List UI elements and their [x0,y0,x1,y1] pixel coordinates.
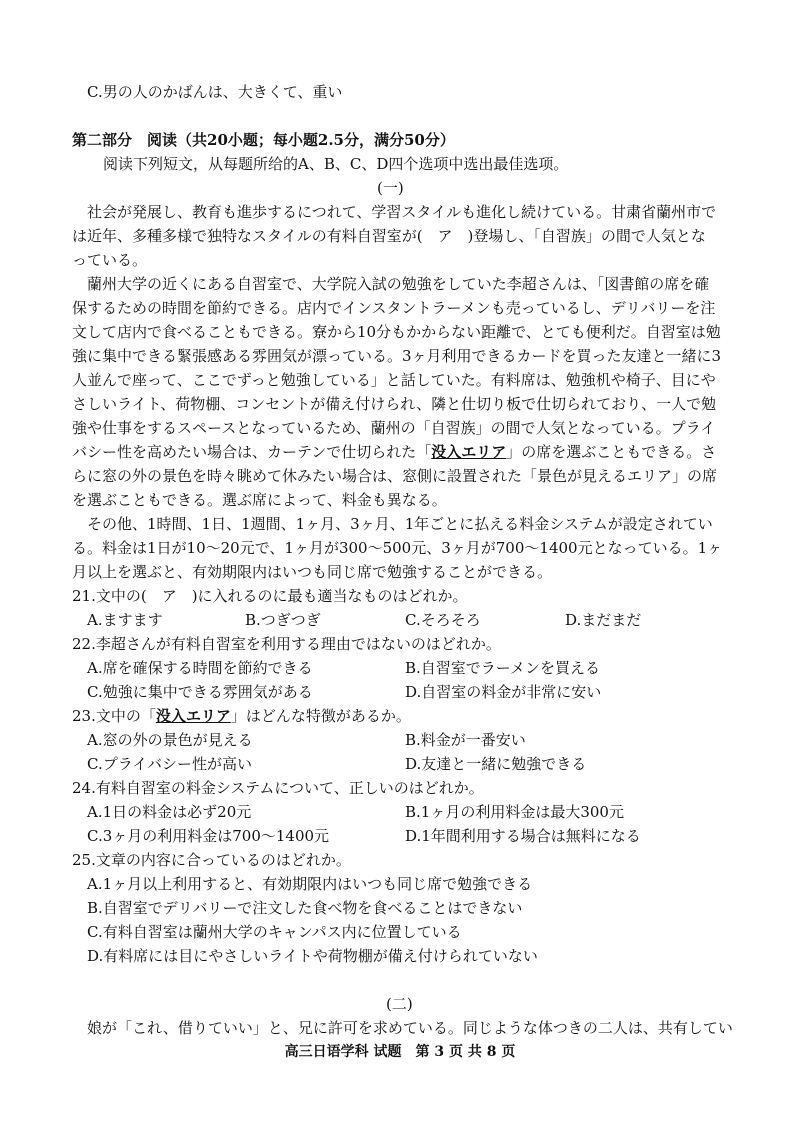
question-option[interactable]: A.ますます [87,611,163,629]
question-option[interactable]: C.3ヶ月の利用料金は700～1400元 [87,827,330,845]
question-stem: 21.文中の( ア )に入れるのに最も適当なものはどれか。 [72,587,468,605]
passage1-text: バシー性を高めたい場合は、カーテンで仕切られた「 [72,443,432,461]
question-option[interactable]: D.友達と一緒に勉強できる [405,755,587,773]
question-option[interactable]: C.そろそろ [405,611,481,629]
keyword-immersion-area: 没入エリア [155,707,231,725]
question-stem-text: 23.文中の「 [72,707,156,725]
question-option[interactable]: B.1ヶ月の利用料金は最大300元 [405,803,624,821]
question-option[interactable]: B.自習室でデリバリーで注文した食べ物を食べることはできない [87,899,523,917]
question-option[interactable]: B.自習室でラーメンを買える [405,659,601,677]
passage1-line: その他、1時間、1日、1週間、1ヶ月、3ヶ月、1年ごとに払える料金システムが設定されてい [87,515,713,533]
passage1-text: 」の席を選ぶこともできる。さ [506,443,717,461]
question-option[interactable]: D.1年間利用する場合は無料になる [405,827,641,845]
passage1-line: さしいライト、荷物棚、コンセントが備え付けられ、隣と仕切り板で仕切られており、一人で勉 [72,395,717,413]
question-option[interactable]: A.1ヶ月以上利用すると、有効期限内はいつも同じ席で勉強できる [87,875,533,893]
question-stem: 25.文章の内容に合っているのはどれか。 [72,851,351,869]
passage1-line: は近年、多種多様で独特なスタイルの有料自習室が( ア )登場し、「自習族」の間で人気とな [72,227,706,245]
passage1-line: 文して店内で食べることもできる。寮から10分もかからない距離で、とても便利だ。自習室は勉 [72,323,721,341]
passage1-line: 社会が発展し、教育も進歩するにつれて、学習スタイルも進化し続けている。甘粛省蘭州市で [87,203,717,221]
carryover-option: C.男の人のかばんは、大きくて、重い [87,83,343,101]
passage2-number: (二) [386,995,413,1013]
question-stem-text: 」はどんな特徴があるか。 [230,707,411,725]
passage1-line: る。料金は1日が10～20元で、1ヶ月が300～500元、3ヶ月が700～1400元となっている。1ヶ [72,539,723,557]
passage1-line: を選ぶこともできる。選ぶ席によって、料金も異なる。 [72,491,447,509]
question-option[interactable]: C.有料自習室は蘭州大学のキャンパス内に位置している [87,923,462,941]
passage1-line: 強に集中できる緊張感ある雰囲気が漂っている。3ヶ月利用できるカードを買った友達と一緒に3 [72,347,722,365]
passage1-line: 保するための時間を節約できる。店内でインスタントラーメンも売っているし、デリバリーを注 [72,299,716,317]
question-option[interactable]: C.プライバシー性が高い [87,755,252,773]
passage1-line: 月以上を選ぶと、有効期限内はいつも同じ席で勉強することができる。 [72,563,553,581]
question-option[interactable]: D.自習室の料金が非常に安い [405,683,602,701]
section-instruction: 阅读下列短文，从每题所给的A、B、C、D四个选项中选出最佳选项。 [103,155,569,173]
passage1-line: っている。 [72,251,148,269]
question-stem [72,706,411,726]
question-option[interactable]: A.席を確保する時間を節約できる [87,659,313,677]
passage1-line: 強や仕事をするスペースとなっているため、蘭州の「自習族」の間で人気となっている。プライ [72,419,716,437]
question-stem: 24.有料自習室の料金システムについて、正しいのはどれか。 [72,779,484,797]
passage1-line-with-keyword [72,442,716,462]
page-footer: 高三日语学科 试题 第 3 页 共 8 页 [284,1044,516,1060]
passage1-number: (一) [377,179,404,197]
question-option[interactable]: A.窓の外の景色が見える [87,731,253,749]
passage1-line: 人並んで座って、ここでずっと勉強している」と話していた。有料席は、勉強机や椅子、目にや [72,371,716,389]
question-option[interactable]: A.1日の料金は必ず20元 [87,803,252,821]
question-option[interactable]: B.つぎつぎ [245,611,321,629]
question-option[interactable]: D.まだまだ [565,611,642,629]
passage2-line: 娘が「これ、借りていい」と、兄に許可を求めている。同じような体つきの二人は、共有してい [87,1019,733,1037]
question-option[interactable]: D.有料席には目にやさしいライトや荷物棚が備え付けられていない [87,947,538,965]
passage1-line: らに窓の外の景色を時々眺めて休みたい場合は、窓側に設置された「景色が見えるエリア」の席 [72,467,718,485]
question-option[interactable]: C.勉強に集中できる雰囲気がある [87,683,313,701]
keyword-immersion-area: 没入エリア [431,443,507,461]
passage1-line: 蘭州大学の近くにある自習室で、大学院入試の勉強をしていた李超さんは、「図書館の席を確 [87,275,710,293]
question-option[interactable]: B.料金が一番安い [405,731,526,749]
section-title: 第二部分 阅读（共20小题；每小题2.5分，满分50分） [72,131,455,149]
question-stem: 22.李超さんが有料自習室を利用する理由ではないのはどれか。 [72,635,501,653]
